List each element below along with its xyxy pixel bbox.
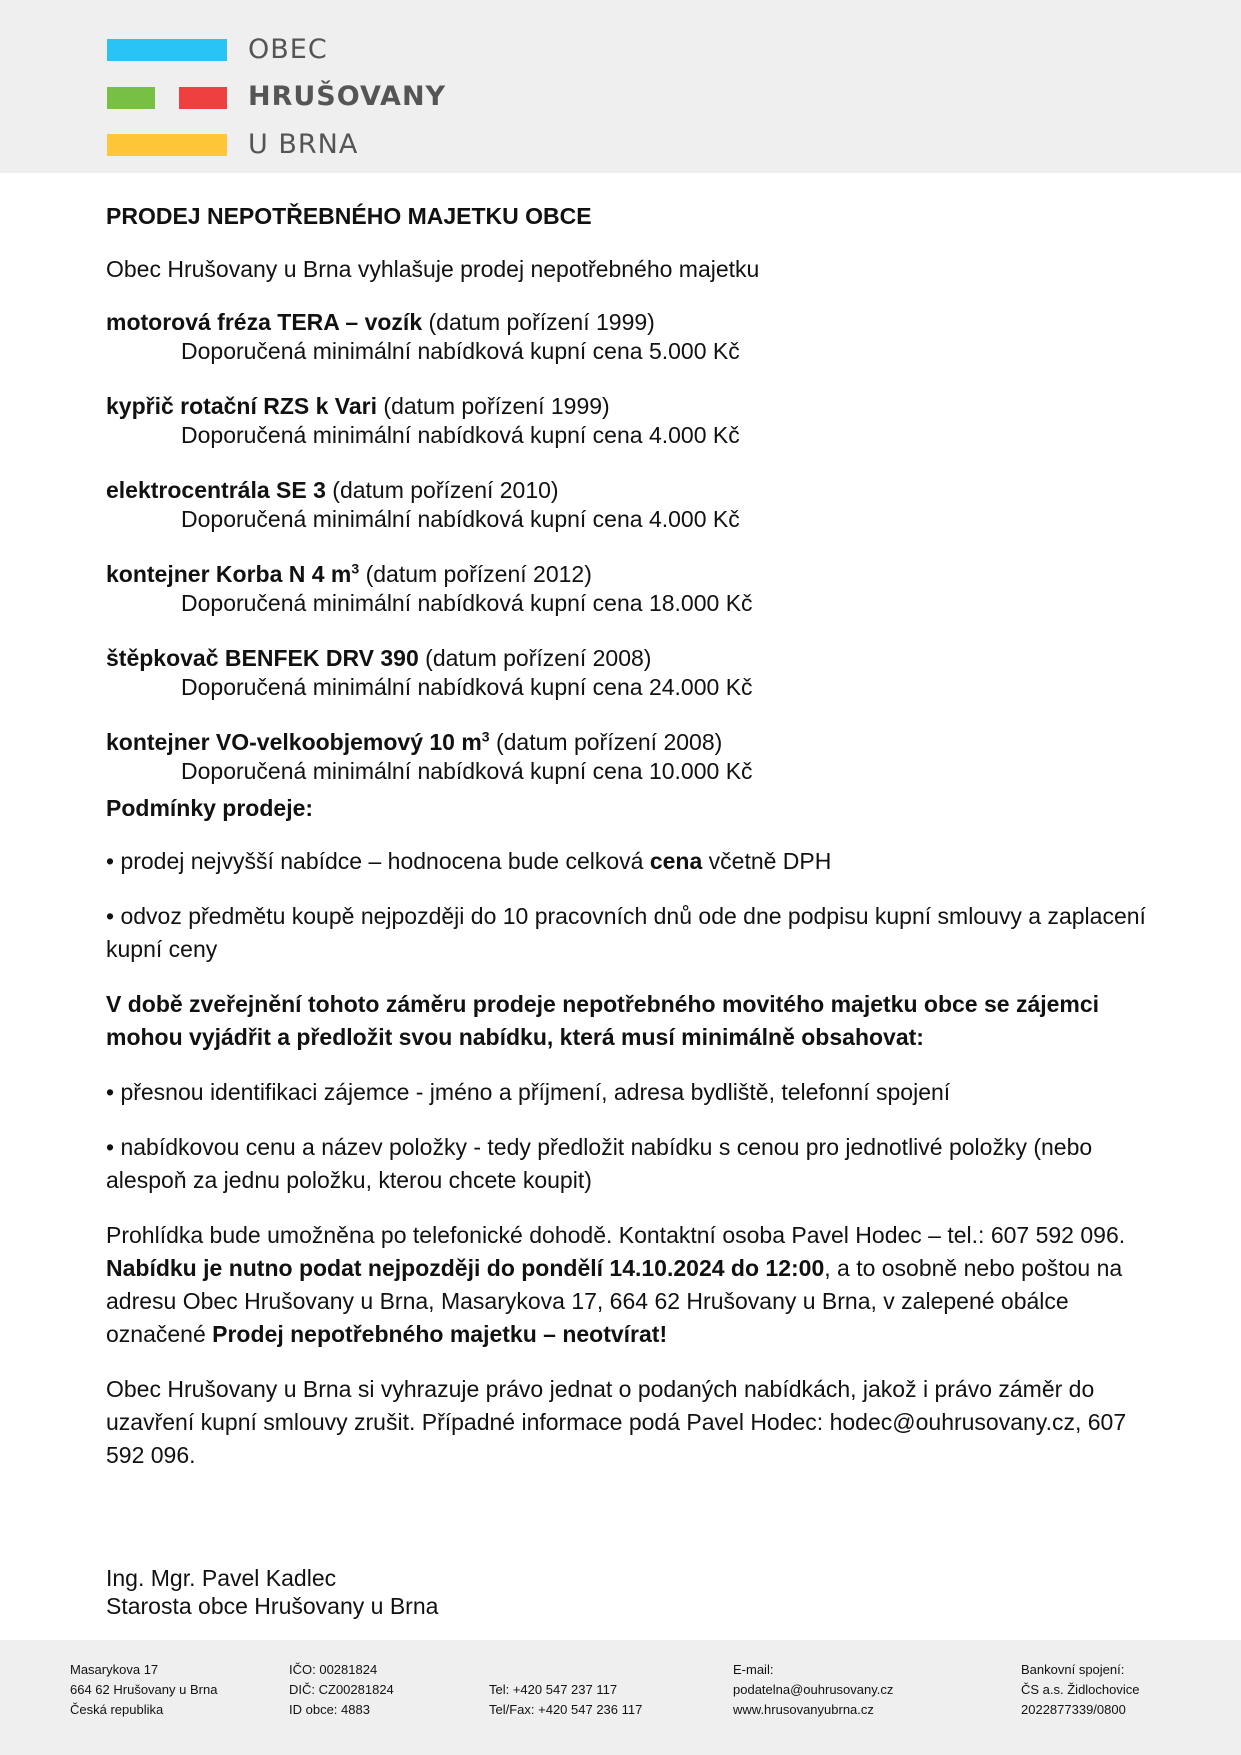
footer-email: E-mail: podatelna@ouhrusovany.cz www.hrusovanyubrna.cz xyxy=(733,1660,893,1720)
signature xyxy=(106,1564,1146,1620)
item-price: Doporučená minimální nabídková kupní cena 4.000 Kč xyxy=(181,506,740,532)
list-item xyxy=(106,558,1146,620)
list-item xyxy=(106,390,1146,452)
item-price: Doporučená minimální nabídková kupní cena 18.000 Kč xyxy=(181,590,753,616)
requirement-bullet: • nabídkovou cenu a název položky - tedy předložit nabídku s cenou pro jednotlivé položky (nebo alespoň za jednu položku, kterou chcete koupit) xyxy=(106,1134,1093,1193)
footer-ids: IČO: 00281824 DIČ: CZ00281824 ID obce: 4883 xyxy=(289,1662,394,1717)
item-name: kontejner VO-velkoobjemový 10 $m^3$ xyxy=(106,728,490,755)
footer-web-link[interactable]: www.hrusovanyubrna.cz xyxy=(733,1702,874,1717)
item-name-sup: 3 xyxy=(481,728,490,745)
item-price: Doporučená minimální nabídková kupní cena 5.000 Kč xyxy=(181,338,740,364)
logo-bar-green xyxy=(107,87,155,109)
logo-text-obec: OBEC xyxy=(248,34,328,65)
list-item xyxy=(106,642,1146,704)
signature-name: Ing. Mgr. Pavel Kadlec xyxy=(106,1565,337,1591)
item-date: (datum pořízení 1999) xyxy=(422,309,655,335)
logo-bar-red xyxy=(179,87,227,109)
intro-text: Obec Hrušovany u Brna vyhlašuje prodej nepotřebného majetku xyxy=(106,256,760,282)
list-item xyxy=(106,474,1146,536)
item-name-sup: 3 xyxy=(351,560,360,577)
footer-email-link[interactable]: podatelna@ouhrusovany.cz xyxy=(733,1682,894,1697)
footer-bank: Bankovní spojení: ČS a.s. Židlochovice 2022877339/0800 xyxy=(1021,1662,1140,1717)
item-name: štěpkovač BENFEK DRV 390 xyxy=(106,645,419,671)
item-price: Doporučená minimální nabídková kupní cena 4.000 Kč xyxy=(181,422,740,448)
contact-paragraph: Prohlídka bude umožněna po telefonické dohodě. Kontaktní osoba Pavel Hodec – tel.: 607 592 096. Nabídku je nutno podat nejpozději do pondělí 14.10.2024 do 12:00, a to osobně nebo poštou na adresu Obec Hrušovany u Brna, Masarykova 17, 664 62 Hrušovany u Brna, v zalepené obálce označené Prodej nepotřebného majetku – neotvírat! xyxy=(106,1222,1126,1347)
footer-address: Masarykova 17 664 62 Hrušovany u Brna Česká republika xyxy=(70,1662,218,1717)
page-footer xyxy=(0,1640,1241,1755)
item-name: motorová fréza TERA – vozík xyxy=(106,309,423,335)
requirement-bullet: • přesnou identifikaci zájemce - jméno a příjmení, adresa bydliště, telefonní spojení xyxy=(106,1079,951,1105)
logo-bar-blue xyxy=(107,39,227,61)
item-name: elektrocentrála SE 3 xyxy=(106,477,326,503)
signature-role: Starosta obce Hrušovany u Brna xyxy=(106,1593,439,1619)
document-body xyxy=(106,200,1146,1620)
footer-phones: Tel: +420 547 237 117 Tel/Fax: +420 547 236 117 xyxy=(489,1682,643,1717)
page-title: PRODEJ NEPOTŘEBNÉHO MAJETKU OBCE xyxy=(106,203,592,229)
item-name: kypřič rotační RZS k Vari xyxy=(106,393,378,419)
offer-heading: V době zveřejnění tohoto záměru prodeje nepotřebného movitého majetku obce se zájemci mohou vyjádřit a předložit svou nabídku, která musí minimálně obsahovat: xyxy=(106,991,1100,1050)
conditions-heading: Podmínky prodeje: xyxy=(106,795,314,821)
page-header xyxy=(0,0,1241,173)
item-date: (datum pořízení 1999) xyxy=(377,393,610,419)
item-name: kontejner Korba N 4 $m^3$ xyxy=(106,560,360,587)
item-date: (datum pořízení 2010) xyxy=(325,477,559,503)
condition-bullet: • odvoz předmětu koupě nejpozději do 10 pracovních dnů ode dne podpisu kupní smlouvy a zaplacení kupní ceny xyxy=(106,903,1146,962)
item-date: (datum pořízení 2008) xyxy=(418,645,652,671)
item-price: Doporučená minimální nabídková kupní cena 24.000 Kč xyxy=(181,674,753,700)
item-price: Doporučená minimální nabídková kupní cena 10.000 Kč xyxy=(181,758,753,784)
item-date: (datum pořízení 2008) xyxy=(489,729,723,755)
logo-text-u-brna: U BRNA xyxy=(248,129,359,160)
list-item xyxy=(106,726,1146,788)
logo-bar-yellow xyxy=(107,134,227,156)
item-date: (datum pořízení 2012) xyxy=(359,561,592,587)
logo-text-hrusovany: HRUŠOVANY xyxy=(248,81,447,112)
closing-paragraph: Obec Hrušovany u Brna si vyhrazuje právo jednat o podaných nabídkách, jakož i právo záměr do uzavření kupní smlouvy zrušit. Případné informace podá Pavel Hodec: hodec@ouhrusovany.cz, 607 592 096. xyxy=(106,1376,1127,1468)
condition-bullet: • prodej nejvyšší nabídce – hodnocena bude celková cena včetně DPH xyxy=(106,848,832,874)
list-item xyxy=(106,306,1146,368)
